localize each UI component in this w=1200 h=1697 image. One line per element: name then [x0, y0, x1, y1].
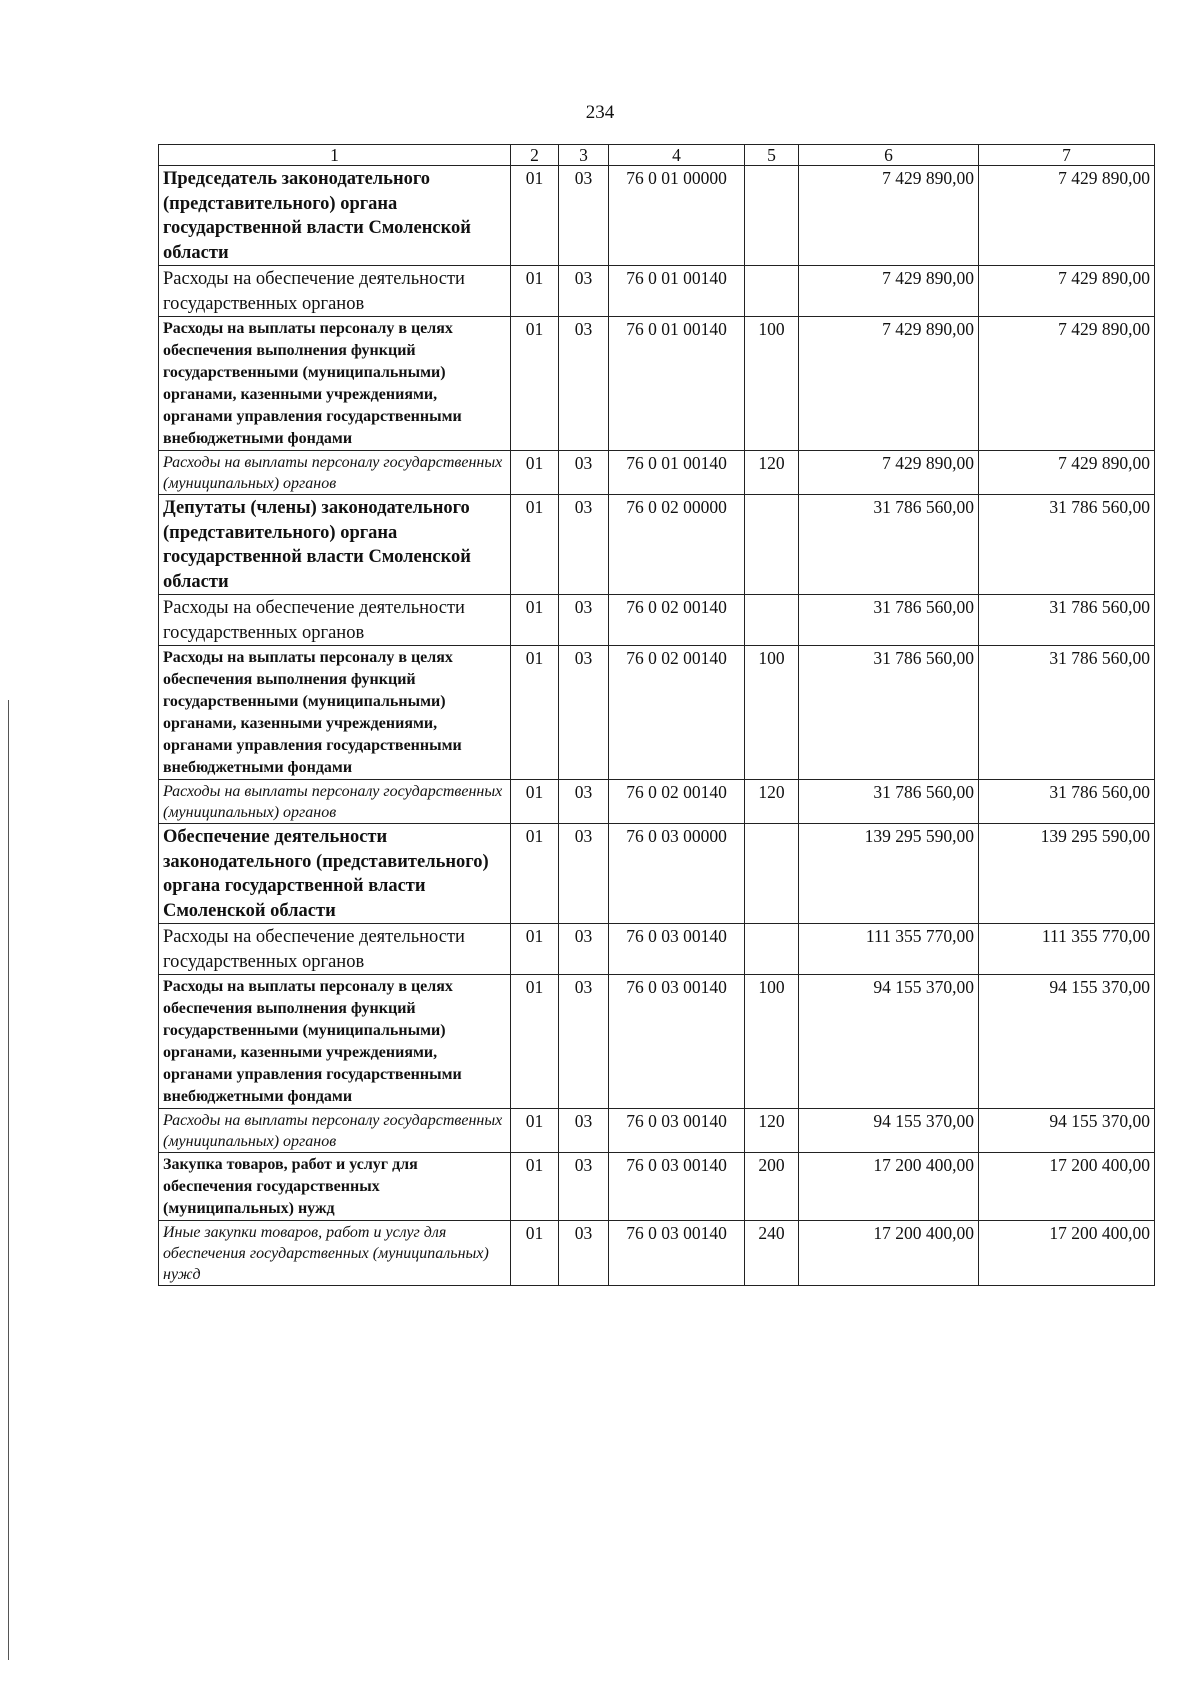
- amount-col6-cell: 31 786 560,00: [799, 780, 979, 824]
- target-article-cell: 76 0 02 00140: [609, 646, 745, 780]
- expense-type-cell: [745, 595, 799, 646]
- row-name-cell: Иные закупки товаров, работ и услуг для обеспечения государственных (муниципальных) нужд: [159, 1221, 511, 1286]
- subsection-code-cell: 03: [559, 451, 609, 495]
- amount-col6-cell: 7 429 890,00: [799, 451, 979, 495]
- amount-col6-cell: 111 355 770,00: [799, 924, 979, 975]
- table-row: [159, 317, 1155, 451]
- row-name-cell: Расходы на выплаты персоналу в целях обеспечения выполнения функций государственными (муниципальными) органами, казенными учреждениями, органами управления государственными внебюджетными фондами: [159, 646, 511, 780]
- amount-col6-cell: 7 429 890,00: [799, 266, 979, 317]
- row-name-cell: Обеспечение деятельности законодательного (представительного) органа государственной власти Смоленской области: [159, 824, 511, 924]
- amount-col7-cell: 139 295 590,00: [979, 824, 1155, 924]
- target-article-cell: 76 0 01 00000: [609, 166, 745, 266]
- budget-table: [158, 144, 1155, 1286]
- section-code-cell: 01: [511, 1221, 559, 1286]
- table-row: [159, 924, 1155, 975]
- amount-col6-cell: 31 786 560,00: [799, 646, 979, 780]
- row-name-cell: Расходы на выплаты персоналу государственных (муниципальных) органов: [159, 780, 511, 824]
- amount-col6-cell: 17 200 400,00: [799, 1153, 979, 1221]
- column-header-4: 4: [609, 145, 745, 166]
- subsection-code-cell: 03: [559, 824, 609, 924]
- amount-col7-cell: 31 786 560,00: [979, 595, 1155, 646]
- table-row: [159, 646, 1155, 780]
- expense-type-cell: 200: [745, 1153, 799, 1221]
- target-article-cell: 76 0 02 00000: [609, 495, 745, 595]
- section-code-cell: 01: [511, 975, 559, 1109]
- row-name-cell: Расходы на обеспечение деятельности государственных органов: [159, 595, 511, 646]
- expense-type-cell: 100: [745, 975, 799, 1109]
- target-article-cell: 76 0 03 00140: [609, 975, 745, 1109]
- subsection-code-cell: 03: [559, 1153, 609, 1221]
- amount-col7-cell: 31 786 560,00: [979, 646, 1155, 780]
- amount-col7-cell: 17 200 400,00: [979, 1221, 1155, 1286]
- column-header-5: 5: [745, 145, 799, 166]
- target-article-cell: 76 0 02 00140: [609, 595, 745, 646]
- target-article-cell: 76 0 03 00000: [609, 824, 745, 924]
- table-row: [159, 451, 1155, 495]
- section-code-cell: 01: [511, 495, 559, 595]
- amount-col7-cell: 94 155 370,00: [979, 975, 1155, 1109]
- expense-type-cell: [745, 924, 799, 975]
- column-header-1: 1: [159, 145, 511, 166]
- expense-type-cell: [745, 824, 799, 924]
- amount-col6-cell: 94 155 370,00: [799, 1109, 979, 1153]
- target-article-cell: 76 0 01 00140: [609, 317, 745, 451]
- table-row: [159, 595, 1155, 646]
- amount-col6-cell: 7 429 890,00: [799, 166, 979, 266]
- target-article-cell: 76 0 03 00140: [609, 1221, 745, 1286]
- table-row: [159, 166, 1155, 266]
- expense-type-cell: 100: [745, 646, 799, 780]
- section-code-cell: 01: [511, 266, 559, 317]
- table-row: [159, 780, 1155, 824]
- amount-col7-cell: 7 429 890,00: [979, 451, 1155, 495]
- section-code-cell: 01: [511, 780, 559, 824]
- table-row: [159, 266, 1155, 317]
- table-header-row: [159, 145, 1155, 166]
- subsection-code-cell: 03: [559, 646, 609, 780]
- amount-col7-cell: 7 429 890,00: [979, 166, 1155, 266]
- row-name-cell: Расходы на выплаты персоналу в целях обеспечения выполнения функций государственными (муниципальными) органами, казенными учреждениями, органами управления государственными внебюджетными фондами: [159, 975, 511, 1109]
- amount-col7-cell: 94 155 370,00: [979, 1109, 1155, 1153]
- margin-rule: [8, 700, 9, 1660]
- row-name-cell: Расходы на обеспечение деятельности государственных органов: [159, 266, 511, 317]
- amount-col7-cell: 31 786 560,00: [979, 780, 1155, 824]
- page-number: 234: [585, 102, 615, 123]
- row-name-cell: Расходы на выплаты персоналу государственных (муниципальных) органов: [159, 1109, 511, 1153]
- table-row: [159, 1221, 1155, 1286]
- subsection-code-cell: 03: [559, 495, 609, 595]
- section-code-cell: 01: [511, 1109, 559, 1153]
- subsection-code-cell: 03: [559, 975, 609, 1109]
- subsection-code-cell: 03: [559, 317, 609, 451]
- column-header-7: 7: [979, 145, 1155, 166]
- row-name-cell: Председатель законодательного (представительного) органа государственной власти Смоленской области: [159, 166, 511, 266]
- expense-type-cell: 120: [745, 1109, 799, 1153]
- amount-col6-cell: 31 786 560,00: [799, 595, 979, 646]
- amount-col6-cell: 7 429 890,00: [799, 317, 979, 451]
- amount-col7-cell: 7 429 890,00: [979, 317, 1155, 451]
- subsection-code-cell: 03: [559, 1221, 609, 1286]
- amount-col7-cell: 31 786 560,00: [979, 495, 1155, 595]
- row-name-cell: Расходы на выплаты персоналу в целях обеспечения выполнения функций государственными (муниципальными) органами, казенными учреждениями, органами управления государственными внебюджетными фондами: [159, 317, 511, 451]
- section-code-cell: 01: [511, 924, 559, 975]
- target-article-cell: 76 0 03 00140: [609, 1109, 745, 1153]
- expense-type-cell: 120: [745, 451, 799, 495]
- section-code-cell: 01: [511, 646, 559, 780]
- section-code-cell: 01: [511, 317, 559, 451]
- section-code-cell: 01: [511, 824, 559, 924]
- amount-col6-cell: 94 155 370,00: [799, 975, 979, 1109]
- section-code-cell: 01: [511, 451, 559, 495]
- row-name-cell: Расходы на обеспечение деятельности государственных органов: [159, 924, 511, 975]
- amount-col7-cell: 111 355 770,00: [979, 924, 1155, 975]
- amount-col7-cell: 7 429 890,00: [979, 266, 1155, 317]
- subsection-code-cell: 03: [559, 780, 609, 824]
- subsection-code-cell: 03: [559, 595, 609, 646]
- table-row: [159, 1109, 1155, 1153]
- amount-col7-cell: 17 200 400,00: [979, 1153, 1155, 1221]
- table-row: [159, 824, 1155, 924]
- amount-col6-cell: 139 295 590,00: [799, 824, 979, 924]
- subsection-code-cell: 03: [559, 1109, 609, 1153]
- subsection-code-cell: 03: [559, 266, 609, 317]
- column-header-3: 3: [559, 145, 609, 166]
- subsection-code-cell: 03: [559, 924, 609, 975]
- section-code-cell: 01: [511, 166, 559, 266]
- target-article-cell: 76 0 03 00140: [609, 924, 745, 975]
- column-header-6: 6: [799, 145, 979, 166]
- row-name-cell: Расходы на выплаты персоналу государственных (муниципальных) органов: [159, 451, 511, 495]
- expense-type-cell: [745, 166, 799, 266]
- table-body: [159, 166, 1155, 1286]
- table-row: [159, 1153, 1155, 1221]
- table-row: [159, 495, 1155, 595]
- amount-col6-cell: 31 786 560,00: [799, 495, 979, 595]
- expense-type-cell: 100: [745, 317, 799, 451]
- target-article-cell: 76 0 01 00140: [609, 451, 745, 495]
- section-code-cell: 01: [511, 1153, 559, 1221]
- column-header-2: 2: [511, 145, 559, 166]
- subsection-code-cell: 03: [559, 166, 609, 266]
- table-row: [159, 975, 1155, 1109]
- expense-type-cell: 120: [745, 780, 799, 824]
- section-code-cell: 01: [511, 595, 559, 646]
- row-name-cell: Закупка товаров, работ и услуг для обеспечения государственных (муниципальных) нужд: [159, 1153, 511, 1221]
- row-name-cell: Депутаты (члены) законодательного (представительного) органа государственной власти Смоленской области: [159, 495, 511, 595]
- expense-type-cell: 240: [745, 1221, 799, 1286]
- expense-type-cell: [745, 495, 799, 595]
- target-article-cell: 76 0 03 00140: [609, 1153, 745, 1221]
- amount-col6-cell: 17 200 400,00: [799, 1221, 979, 1286]
- target-article-cell: 76 0 01 00140: [609, 266, 745, 317]
- target-article-cell: 76 0 02 00140: [609, 780, 745, 824]
- expense-type-cell: [745, 266, 799, 317]
